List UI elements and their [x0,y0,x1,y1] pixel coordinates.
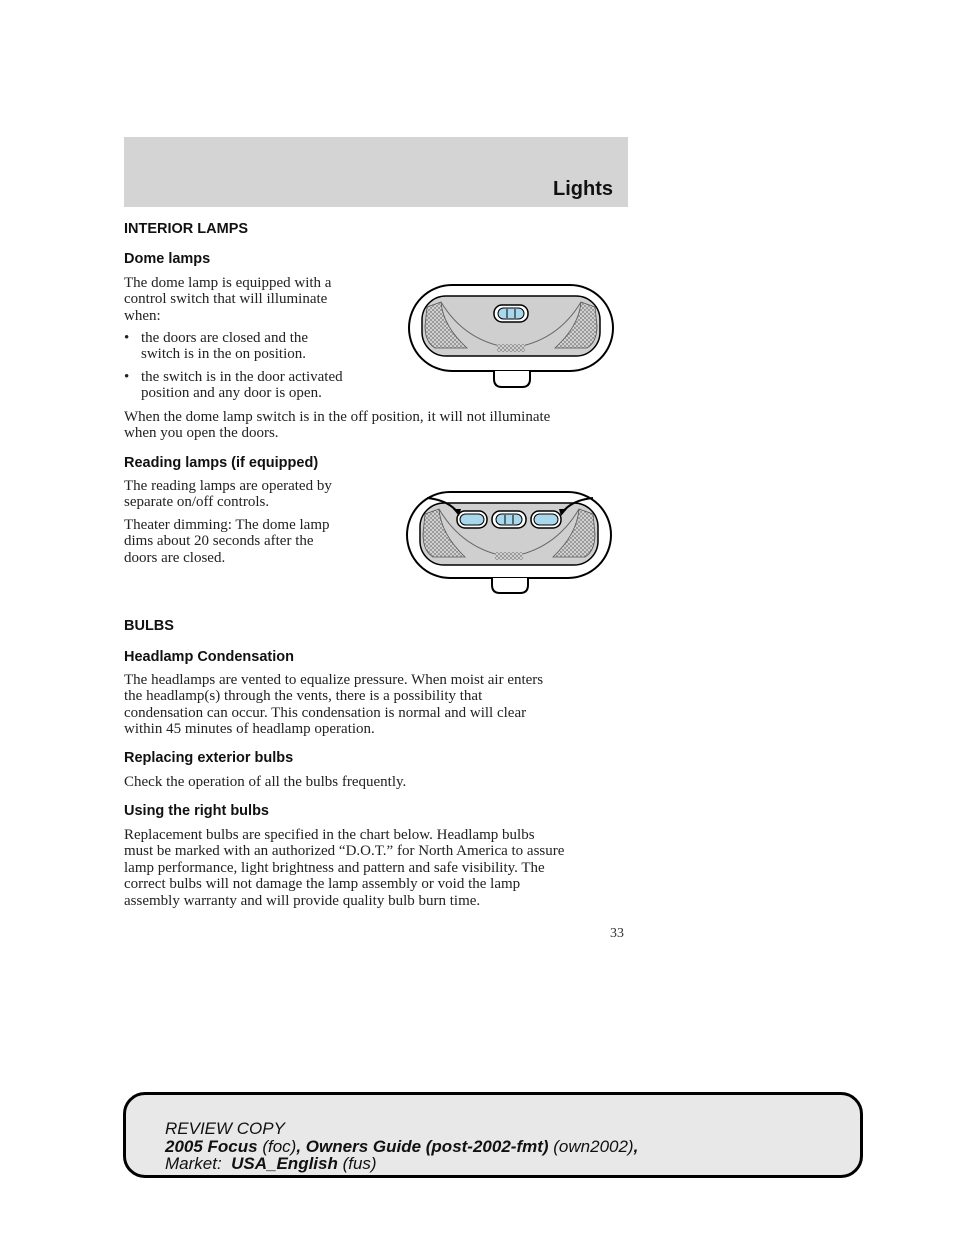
text-line: The headlamps are vented to equalize pressure. When moist air enters [124,672,544,688]
text-line: the headlamp(s) through the vents, there is a possibility that [124,688,483,705]
right-bulbs-text [124,827,564,909]
text-line: lamp performance, light brightness and pattern and safe visibility. The [124,859,545,876]
review-label: REVIEW COPY [165,1119,285,1138]
text-line: assembly warranty and will provide quality bulb burn time. [124,892,481,909]
text-line: condensation can occur. This condensation is normal and will clear [124,704,527,721]
text-line: must be marked with an authorized “D.O.T.” for North America to assure [124,843,565,860]
footer-guide: , Owners Guide (post-2002-fmt) [296,1136,549,1156]
reading-lamps-illustration [403,490,617,596]
footer-line-3 [165,1155,638,1173]
footer-market-label: Market: [165,1154,232,1173]
section-header-band [124,137,628,207]
text-line: Check the operation of all the bulbs frequently. [124,774,407,790]
bullet-dot: • [124,330,130,346]
text-line: When the dome lamp switch is in the off position, it will not illuminate [124,409,551,425]
page-number: 33 [610,926,624,941]
reading-para-1 [124,478,332,511]
footer-guide-code: (own2002) [548,1136,634,1156]
footer-model-code: (foc) [257,1136,297,1156]
bullet-dot: • [124,369,130,385]
text-line: The dome lamp is equipped with a [124,275,332,291]
text-line: switch is in the on position. [141,346,306,363]
text-line: The reading lamps are operated by [124,478,332,494]
footer-market-code: (fus) [337,1154,377,1173]
footer-model: 2005 Focus [165,1136,258,1156]
dome-bullet-2 [124,369,343,402]
dome-outro [124,409,550,442]
text-line: within 45 minutes of headlamp operation. [124,721,375,738]
text-line: when: [124,307,161,324]
heading-headlamp-condensation: Headlamp Condensation [124,649,294,665]
text-line: the switch is in the door activated [141,369,343,385]
dome-intro [124,275,331,324]
dome-bullet-1 [124,330,308,363]
heading-replacing-bulbs: Replacing exterior bulbs [124,750,294,766]
text-line: control switch that will illuminate [124,291,328,308]
text-line: correct bulbs will not damage the lamp assembly or void the lamp [124,876,521,893]
text-line: doors are closed. [124,549,226,566]
heading-dome-lamps: Dome lamps [124,251,211,267]
footer-comma: , [633,1136,639,1156]
reading-para-2 [124,517,330,566]
heading-using-right-bulbs: Using the right bulbs [124,803,269,819]
replacing-text [124,774,406,790]
text-line: dims about 20 seconds after the [124,533,314,550]
dome-lamp-illustration [405,282,617,392]
text-line: Replacement bulbs are specified in the chart below. Headlamp bulbs [124,827,535,843]
review-footer [123,1092,863,1178]
heading-bulbs: BULBS [124,618,174,634]
text-line: Theater dimming: The dome lamp [124,517,330,533]
text-line: position and any door is open. [141,385,322,402]
section-title: Lights [553,178,613,200]
footer-text [165,1120,638,1173]
text-line: when you open the doors. [124,425,279,442]
text-line: separate on/off controls. [124,494,270,511]
footer-line-2 [165,1138,638,1156]
heading-reading-lamps: Reading lamps (if equipped) [124,455,319,471]
footer-market: USA_English [231,1154,338,1173]
text-line: the doors are closed and the [141,330,309,346]
heading-interior-lamps: INTERIOR LAMPS [124,221,249,237]
condensation-text [124,672,543,738]
